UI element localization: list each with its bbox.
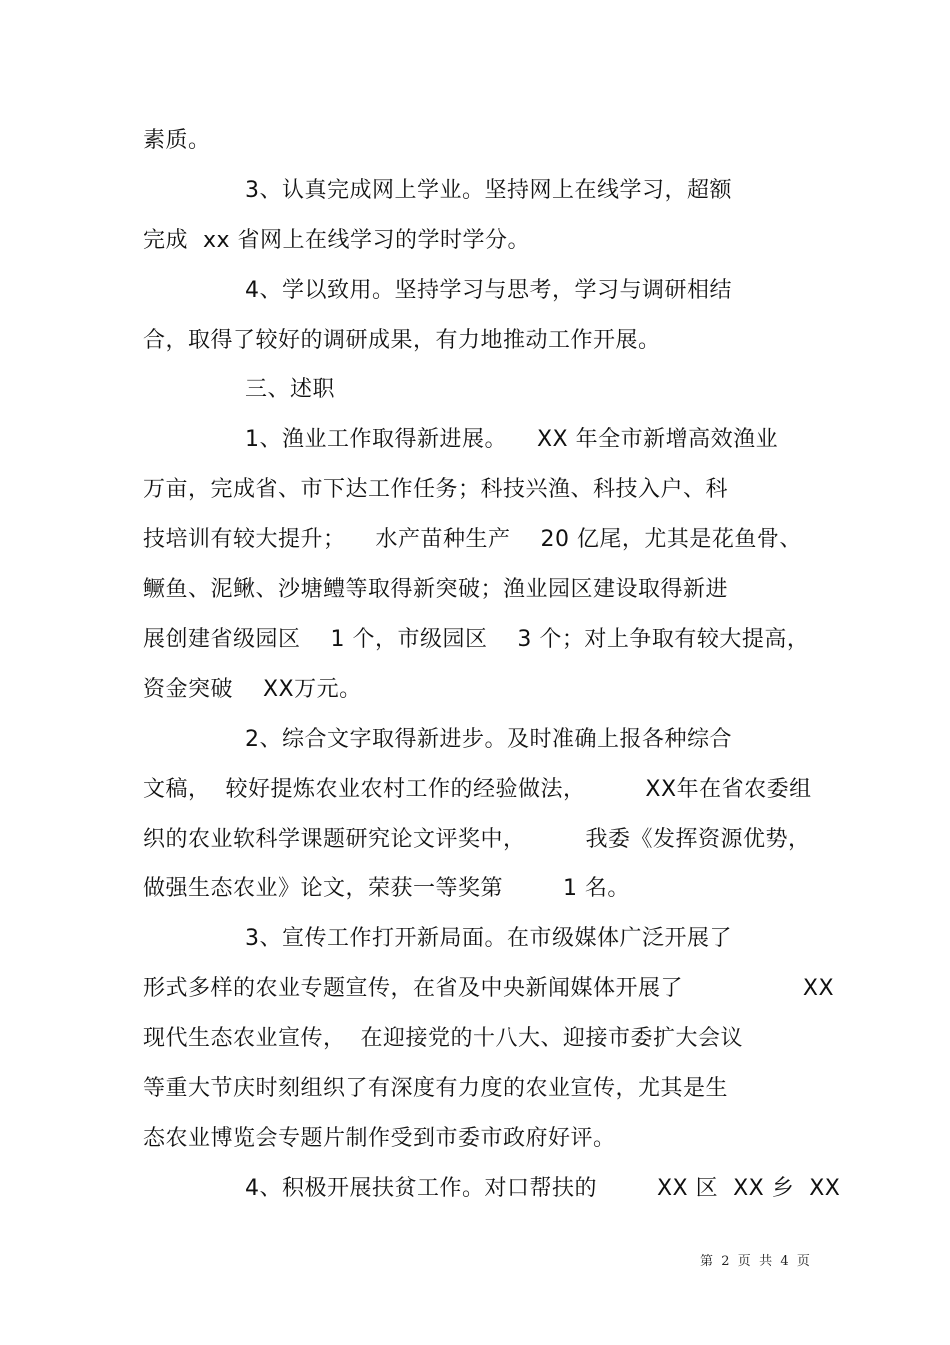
section-heading: 三、述职 (245, 377, 336, 402)
text-line-7: 1、渔业工作取得新进展。 XX 年全市新增高效渔业 (245, 427, 779, 452)
text-line-16: 做强生态农业》论文，荣获一等奖第 1 名。 (143, 876, 630, 901)
text-line-9: 技培训有较大提升； 水产苗种生产 20 亿尾，尤其是花鱼骨、 (143, 527, 802, 552)
text-line-2: 3、认真完成网上学业。坚持网上在线学习，超额 (245, 178, 732, 203)
text-line-18: 形式多样的农业专题宣传，在省及中央新闻媒体开展了 XX (143, 976, 835, 1001)
page-number-footer: 第 2 页 共 4 页 (700, 1254, 810, 1269)
text-line-21: 态农业博览会专题片制作受到市委市政府好评。 (143, 1126, 616, 1151)
text-line-19: 现代生态农业宣传， 在迎接党的十八大、迎接市委扩大会议 (143, 1026, 743, 1051)
text-line-5: 合，取得了较好的调研成果，有力地推动工作开展。 (143, 328, 661, 353)
text-line-3: 完成 xx 省网上在线学习的学时学分。 (143, 228, 531, 253)
text-line-20: 等重大节庆时刻组织了有深度有力度的农业宣传，尤其是生 (143, 1076, 729, 1101)
text-line-12: 资金突破 XX万元。 (143, 677, 362, 702)
text-line-14: 文稿， 较好提炼农业农村工作的经验做法， XX年在省农委组 (143, 777, 812, 802)
text-line-17: 3、宣传工作打开新局面。在市级媒体广泛开展了 (245, 926, 732, 951)
text-line-1: 素质。 (143, 128, 211, 153)
text-line-8: 万亩，完成省、市下达工作任务；科技兴渔、科技入户、科 (143, 477, 729, 502)
text-line-15: 织的农业软科学课题研究论文评奖中， 我委《发挥资源优势， (143, 827, 811, 852)
text-line-22: 4、积极开展扶贫工作。对口帮扶的 XX 区 XX 乡 XX (245, 1176, 841, 1201)
text-line-10: 鳜鱼、泥鳅、沙塘鳢等取得新突破；渔业园区建设取得新进 (143, 577, 729, 602)
text-line-4: 4、学以致用。坚持学习与思考，学习与调研相结 (245, 278, 732, 303)
text-line-11: 展创建省级园区 1 个，市级园区 3 个；对上争取有较大提高， (143, 627, 810, 652)
text-line-13: 2、综合文字取得新进步。及时准确上报各种综合 (245, 727, 732, 752)
